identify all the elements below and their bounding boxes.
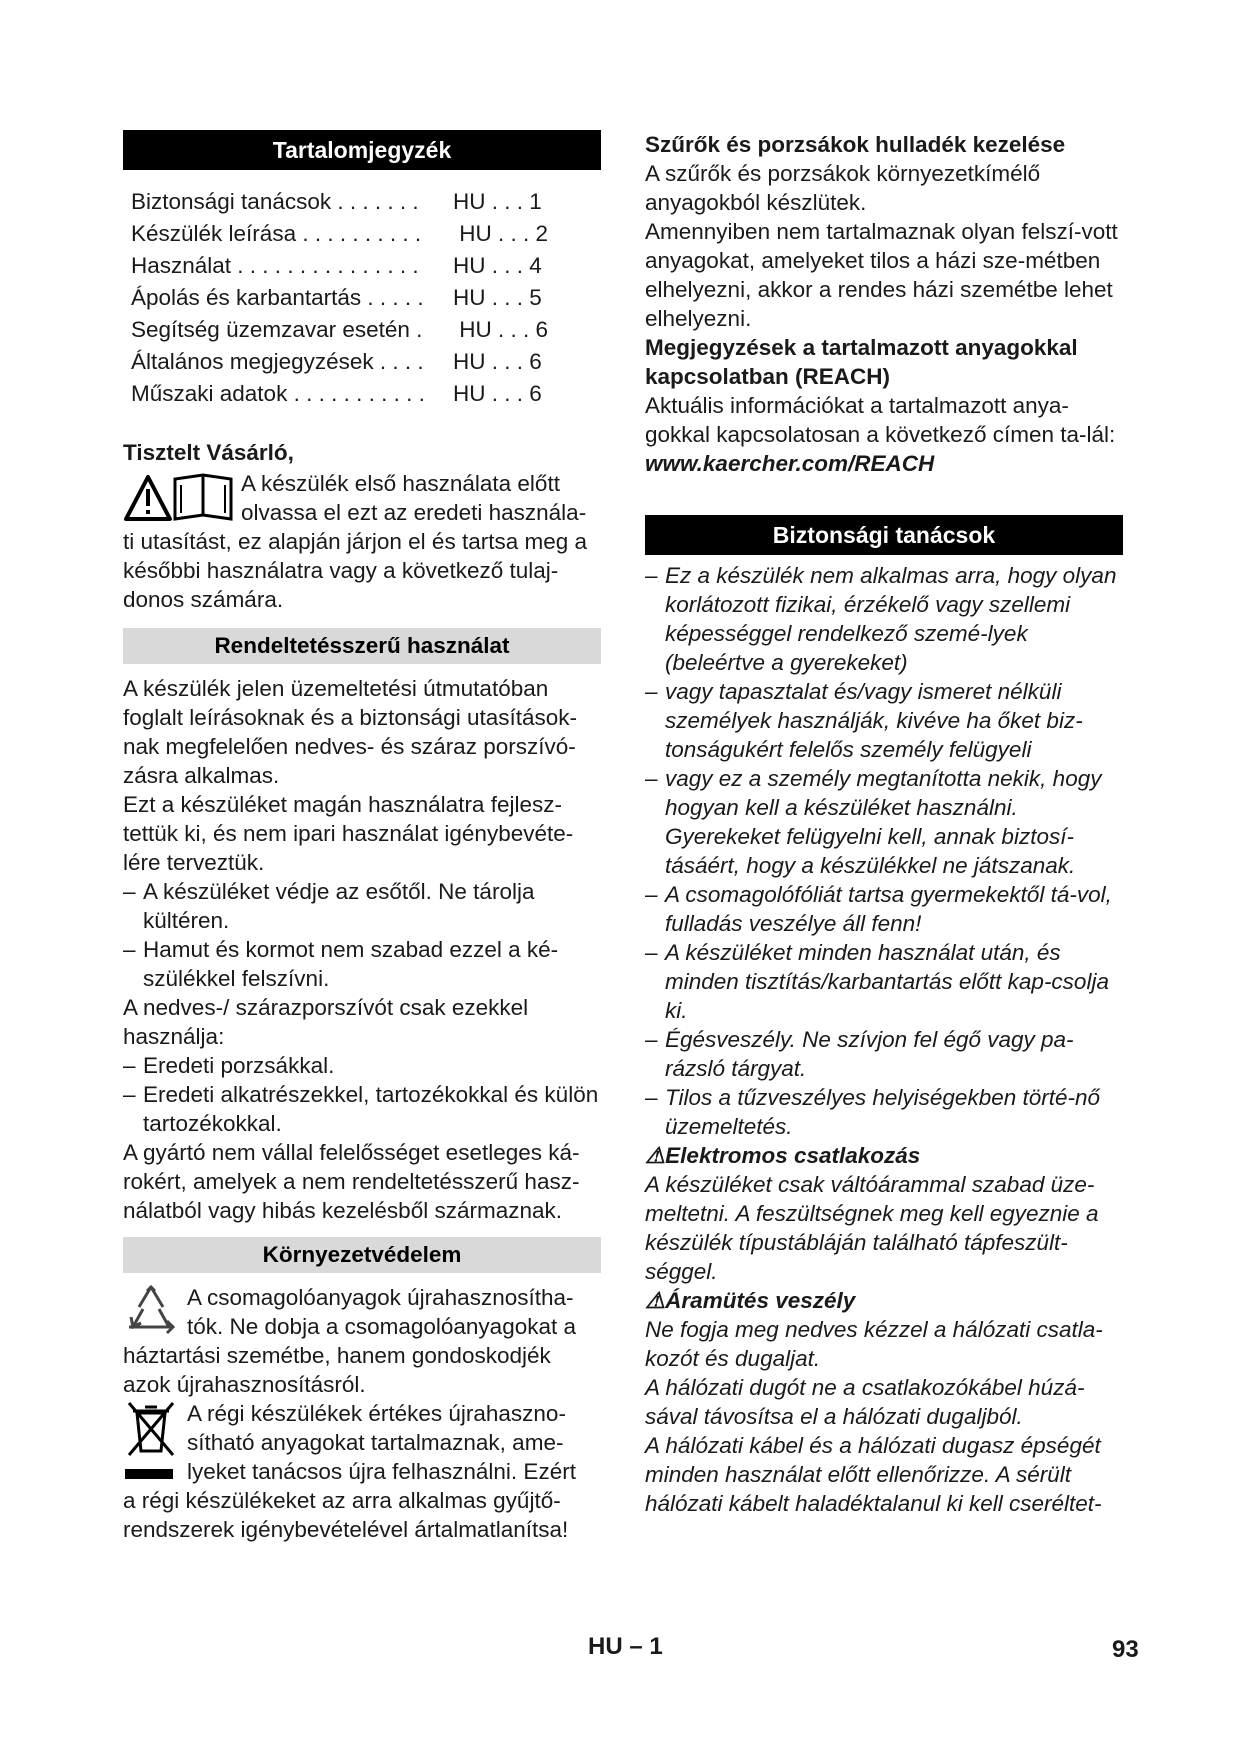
filters-text: Amennyiben nem tartalmaznak olyan felszí-vott anyagokat, amelyeket tilos a házi sze-métben elhelyezni, akkor a rendes házi szemétbe lehet elhelyezni. (645, 219, 1118, 331)
list-item: – Égésveszély. Ne szívjon fel égő vagy pa-rázsló tárgyat. (645, 1027, 1074, 1081)
list-item: – Eredeti porzsákkal. (123, 1053, 335, 1078)
list-item: – A készüléket védje az esőtől. Ne tárolja kültéren. (123, 879, 535, 933)
intended-use-text: A készülék jelen üzemeltetési útmutatóban foglalt leírásoknak és a biztonsági utasítások-nak megfelelően nedves- és száraz porszívó-zásra alkalmas. (123, 676, 577, 788)
intro-block (123, 469, 601, 527)
list-item: – A készüléket minden használat után, és minden tisztítás/karbantartás előtt kap-csolja ki. (645, 940, 1109, 1023)
list-item: – vagy ez a személy megtanította nekik, hogy hogyan kell a készüléket használni. Gyerekeket felügyelni kell, annak biztosí-tásáért, hogy a készülékkel ne játszanak. (645, 766, 1102, 878)
toc-row[interactable]: Segítség üzemzavar esetén . HU . . . 6 (131, 317, 549, 342)
shock-heading: ⚠Áramütés veszély (645, 1288, 856, 1313)
toc-row[interactable]: Használat . . . . . . . . . . . . . . . HU . . . 4 (131, 253, 542, 278)
weee-block (123, 1399, 601, 1486)
warning-icon: ⚠ (645, 1143, 666, 1168)
weee-line: sítható anyagokat tartalmaznak, ame- (187, 1430, 564, 1455)
toc-row[interactable]: Műszaki adatok . . . . . . . . . . . HU . . . 6 (131, 381, 542, 406)
shock-text: Ne fogja meg nedves kézzel a hálózati csatla-kozót és dugaljat. (645, 1317, 1103, 1371)
reach-link[interactable]: www.kaercher.com/REACH (645, 451, 935, 476)
warning-manual-icon (123, 469, 241, 525)
intended-use-text: Ezt a készüléket magán használatra fejlesz-tettük ki, és nem ipari használat igénybevéte-lére terveztük. (123, 792, 574, 875)
recycle-icon (123, 1283, 187, 1339)
greeting: Tisztelt Vásárló, (123, 440, 294, 465)
toc-row[interactable]: Általános megjegyzések . . . . HU . . . 6 (131, 349, 542, 374)
electrical-text: A készüléket csak váltóárammal szabad üze-meltetni. A feszültségnek meg kell egyeznie a készülék típustábláján található tápfeszült-séggel. (645, 1172, 1099, 1284)
intended-use-heading: Rendeltetésszerű használat (123, 628, 601, 664)
toc-row[interactable]: Biztonsági tanácsok . . . . . . . HU . . . 1 (131, 189, 542, 214)
weee-text: a régi készülékeket az arra alkalmas gyűjtő-rendszerek igénybevételével ártalmatlanítsa! (123, 1488, 569, 1542)
toc-row[interactable]: Ápolás és karbantartás . . . . . HU . . . 5 (131, 285, 542, 310)
right-column (645, 130, 1123, 1518)
toc-row[interactable]: Készülék leírása . . . . . . . . . . HU . . . 2 (131, 221, 549, 246)
list-item: – vagy tapasztalat és/vagy ismeret nélküli személyek használják, kivéve ha őket biz-tonságukért felelős személy felügyeli (645, 679, 1083, 762)
list-item: – Hamut és kormot nem szabad ezzel a ké-szülékkel felszívni. (123, 937, 559, 991)
env-line: A csomagolóanyagok újrahasznosítha- (187, 1285, 574, 1310)
intended-use-text: A nedves-/ szárazporszívót csak ezekkel használja: (123, 995, 529, 1049)
list-item: – Tilos a tűzveszélyes helyiségekben törté-nő üzemeltetés. (645, 1085, 1101, 1139)
intro-text: ti utasítást, ez alapján járjon el és tartsa meg a későbbi használatra vagy a következő tulaj-donos számára. (123, 529, 587, 612)
safety-list (645, 561, 1123, 1141)
recycling-block (123, 1283, 601, 1341)
list-item: – Eredeti alkatrészekkel, tartozékokkal és külön tartozékokkal. (123, 1082, 599, 1136)
intro-line: olvassa el ezt az eredeti használa- (241, 500, 587, 525)
electrical-heading: ⚠Elektromos csatlakozás (645, 1143, 921, 1168)
environment-heading: Környezetvédelem (123, 1237, 601, 1273)
table-of-contents (131, 186, 601, 410)
env-line: tók. Ne dobja a csomagolóanyagokat a (187, 1314, 577, 1339)
reach-heading: Megjegyzések a tartalmazott anyagokkal kapcsolatban (REACH) (645, 335, 1078, 389)
weee-line: lyeket tanácsos újra felhasználni. Ezért (187, 1459, 576, 1484)
environment-text: háztartási szemétbe, hanem gondoskodjék azok újrahasznosításról. (123, 1343, 551, 1397)
toc-heading: Tartalomjegyzék (123, 130, 601, 170)
warning-icon: ⚠ (645, 1288, 666, 1313)
reach-text: Aktuális információkat a tartalmazott anya-gokkal kapcsolatosan a következő címen ta-lál: (645, 393, 1116, 447)
left-column (123, 130, 601, 1544)
page-number: 93 (1112, 1636, 1139, 1663)
intro-line: A készülék első használata előtt (241, 471, 560, 496)
weee-line: A régi készülékek értékes újrahaszno- (187, 1401, 566, 1426)
filters-text: A szűrők és porzsákok környezetkímélő anyagokból készlütek. (645, 161, 1041, 215)
filters-heading: Szűrők és porzsákok hulladék kezelése (645, 132, 1066, 157)
list-item: – Ez a készülék nem alkalmas arra, hogy olyan korlátozott fizikai, érzékelő vagy szellemi képességgel rendelkező szemé-lyek (beleértve a gyerekeket) (645, 563, 1117, 675)
crossed-bin-icon (123, 1399, 187, 1485)
list-item: – A csomagolófóliát tartsa gyermekektől tá-vol, fulladás veszélye áll fenn! (645, 882, 1112, 936)
shock-text: A hálózati kábel és a hálózati dugasz épségét minden használat előtt ellenőrizze. A sérült hálózati kábelt haladéktalanul ki kell cseréltet- (645, 1433, 1102, 1516)
safety-heading: Biztonsági tanácsok (645, 515, 1123, 555)
shock-text: A hálózati dugót ne a csatlakozókábel húzá-sával távosítsa el a hálózati dugaljból. (645, 1375, 1085, 1429)
section-page-label: HU – 1 (588, 1633, 663, 1660)
intended-use-text: A gyártó nem vállal felelősséget esetleges ká-rokért, amelyek a nem rendeltetésszerű hasz-nálatból vagy hibás kezelésből származnak. (123, 1140, 580, 1223)
